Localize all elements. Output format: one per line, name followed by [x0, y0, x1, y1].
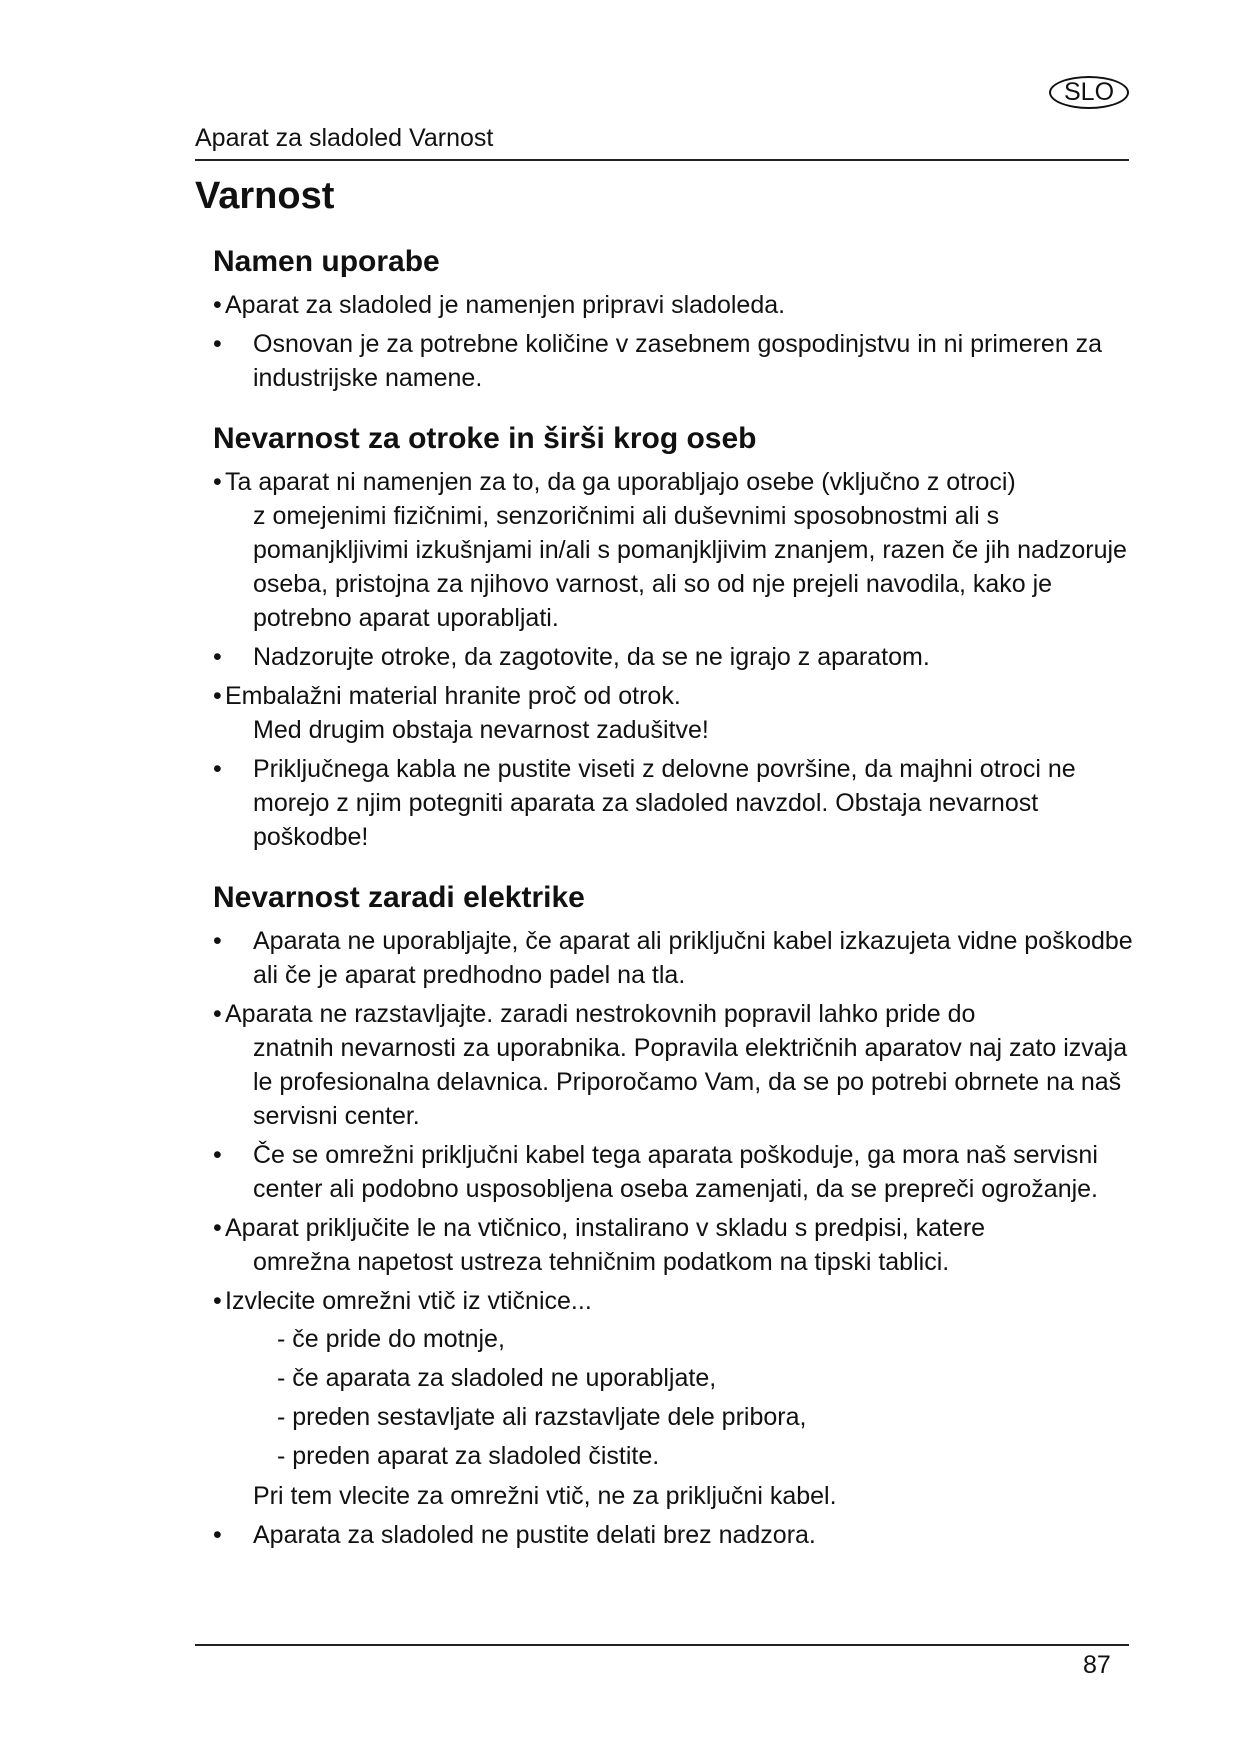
section-electric-danger — [213, 876, 1133, 1552]
bullet-list — [213, 288, 1133, 395]
section-children-danger — [213, 417, 1133, 854]
header-rule — [195, 159, 1129, 161]
language-badge: SLO — [1049, 76, 1129, 109]
note-text: Pri tem vlecite za omrežni vtič, ne za priključni kabel. — [253, 1482, 837, 1510]
sub-list — [225, 1322, 1133, 1473]
bullet-item: • Aparata za sladoled ne pustite delati brez nadzora. — [213, 1518, 1133, 1552]
bullet-item: • Aparata ne uporabljajte, če aparat ali priključni kabel izkazujeta vidne poškodbe ali če je aparat predhodno padel na tla. — [213, 924, 1133, 992]
bullet-item: • Aparat za sladoled je namenjen pripravi sladoleda. — [213, 288, 1133, 322]
page-title: Varnost — [195, 175, 335, 217]
section-intended-use — [213, 240, 1133, 395]
section-heading: Nevarnost za otroke in širši krog oseb — [213, 422, 757, 455]
bullet-item: • Aparat priključite le na vtičnico, instalirano v skladu s predpisi, katere omrežna napetost ustreza tehničnim podatkom na tipski tablici. — [213, 1211, 1133, 1279]
page-content — [213, 240, 1133, 1574]
sub-item: - preden aparat za sladoled čistite. — [277, 1442, 660, 1470]
bullet-item: • Izvlecite omrežni vtič iz vtičnice... - če pride do motnje, - če aparata za sladoled ne uporabljate, - preden sestavljate ali razstavljate dele pribora, - preden aparat za sladoled čistite. Pri tem vlecite za omrežni vtič, ne za priključni kabel. — [213, 1284, 1133, 1513]
section-heading: Nevarnost zaradi elektrike — [213, 881, 585, 914]
bullet-list — [213, 924, 1133, 1552]
page-number: 87 — [1083, 1651, 1111, 1679]
bullet-item: • Osnovan je za potrebne količine v zasebnem gospodinjstvu in ni primeren za industrijske namene. — [213, 327, 1133, 395]
footer-rule — [195, 1644, 1129, 1646]
bullet-item: • Aparata ne razstavljajte. zaradi nestrokovnih popravil lahko pride do znatnih nevarnosti za uporabnika. Popravila električnih aparatov naj zato izvaja le profesionalna delavnica. Priporočamo Vam, da se po potrebi obrnete na naš servisni center. — [213, 997, 1133, 1133]
running-header: Aparat za sladoled Varnost — [195, 124, 494, 152]
bullet-item: • Ta aparat ni namenjen za to, da ga uporabljajo osebe (vključno z otroci) z omejenimi fizičnimi, senzoričnimi ali duševnimi sposobnostmi ali s pomanjkljivimi izkušnjami in/ali s pomanjkljivim znanjem, razen če jih nadzoruje oseba, pristojna za njihovo varnost, ali so od nje prejeli navodila, kako je potrebno aparat uporabljati. — [213, 465, 1133, 635]
sub-item: - če pride do motnje, — [277, 1325, 505, 1353]
bullet-item: • Če se omrežni priključni kabel tega aparata poškoduje, ga mora naš servisni center ali podobno usposobljena oseba zamenjati, da se prepreči ogrožanje. — [213, 1138, 1133, 1206]
bullet-item: • Embalažni material hranite proč od otrok. Med drugim obstaja nevarnost zadušitve! — [213, 679, 1133, 747]
bullet-item: • Priključnega kabla ne pustite viseti z delovne površine, da majhni otroci ne morejo z njim potegniti aparata za sladoled navzdol. Obstaja nevarnost poškodbe! — [213, 752, 1133, 854]
bullet-item: • Nadzorujte otroke, da zagotovite, da se ne igrajo z aparatom. — [213, 640, 1133, 674]
section-heading: Namen uporabe — [213, 245, 440, 278]
sub-item: - če aparata za sladoled ne uporabljate, — [277, 1364, 717, 1392]
sub-item: - preden sestavljate ali razstavljate dele pribora, — [277, 1403, 807, 1431]
bullet-list — [213, 465, 1133, 854]
